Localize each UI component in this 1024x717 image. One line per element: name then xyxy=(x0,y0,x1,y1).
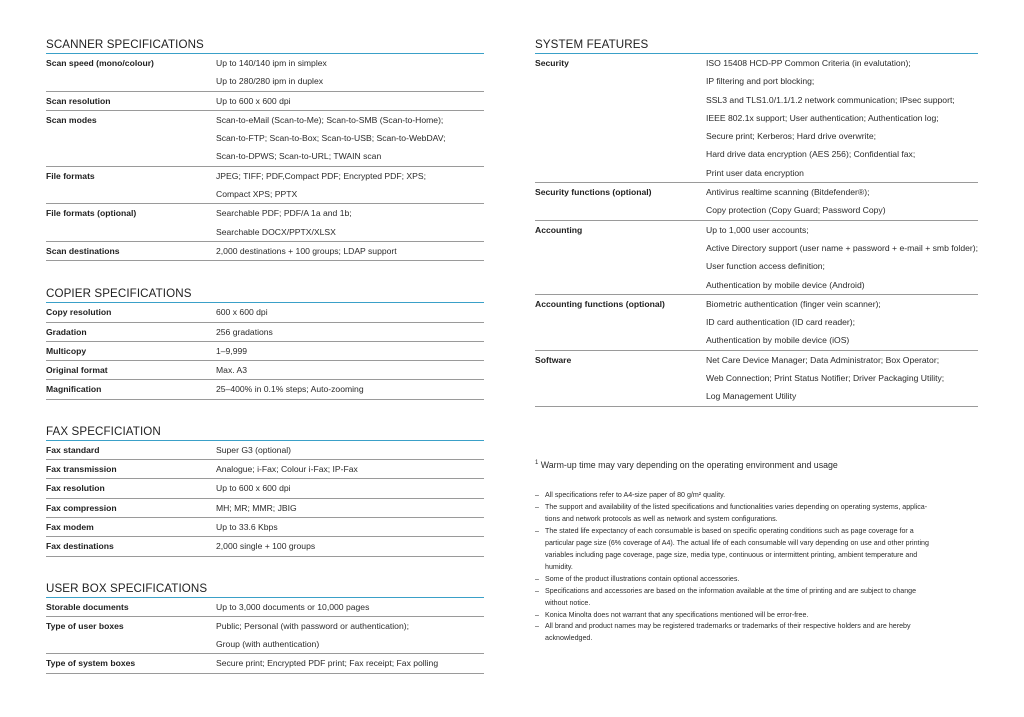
spec-label: Security functions (optional) xyxy=(535,187,652,198)
spec-value: Authentication by mobile device (Android) xyxy=(706,279,865,290)
spec-label-spacer xyxy=(535,313,706,331)
spec-row xyxy=(46,361,484,380)
spec-label: Scan destinations xyxy=(46,245,120,256)
spec-label: Multicopy xyxy=(46,345,87,356)
spec-label-spacer xyxy=(46,635,216,653)
spec-value: Searchable DOCX/PPTX/XLSX xyxy=(216,226,336,237)
spec-label-spacer xyxy=(535,164,706,182)
spec-value: SSL3 and TLS1.0/1.1/1.2 network communication; IPsec support; xyxy=(706,94,955,105)
spec-row xyxy=(46,54,484,92)
spec-row xyxy=(46,654,484,673)
spec-label: Fax destinations xyxy=(46,541,114,552)
footnote-text: Warm-up time may vary depending on the operating environment and usage xyxy=(538,460,838,470)
note-line: tions and network protocols as well as network and system configurations. xyxy=(545,514,778,523)
spec-value: Antivirus realtime scanning (Bitdefender®); xyxy=(706,187,870,198)
spec-label-spacer xyxy=(46,72,216,90)
spec-label-spacer xyxy=(535,145,706,163)
spec-label: Magnification xyxy=(46,384,102,395)
spec-label: Fax transmission xyxy=(46,464,117,475)
spec-label-spacer xyxy=(46,185,216,203)
spec-label: File formats (optional) xyxy=(46,208,137,219)
left-column xyxy=(46,37,484,674)
copier-section xyxy=(46,286,484,399)
spec-value: ID card authentication (ID card reader); xyxy=(706,317,856,328)
spec-label-spacer xyxy=(46,223,216,241)
spec-label: File formats xyxy=(46,170,95,181)
spec-value: Secure print; Encrypted PDF print; Fax receipt; Fax polling xyxy=(216,658,439,669)
spec-label-spacer xyxy=(535,72,706,90)
spec-row xyxy=(46,323,484,342)
spec-value: Log Management Utility xyxy=(706,391,797,402)
spec-label: Fax resolution xyxy=(46,483,105,494)
spec-row xyxy=(535,54,978,183)
spec-label: Software xyxy=(535,354,572,365)
spec-label-spacer xyxy=(535,257,706,275)
footnote xyxy=(535,460,975,470)
fax-table xyxy=(46,441,484,557)
spec-value: 2,000 single + 100 groups xyxy=(216,541,316,552)
spec-label: Scan resolution xyxy=(46,95,111,106)
note-line: humidity. xyxy=(545,562,573,571)
spec-label-spacer xyxy=(535,127,706,145)
spec-value: Analogue; i-Fax; Colour i-Fax; IP-Fax xyxy=(216,464,358,475)
spec-row xyxy=(46,460,484,479)
spec-value: Biometric authentication (finger vein scanner); xyxy=(706,298,881,309)
system-section-title: SYSTEM FEATURES xyxy=(535,37,978,54)
spec-row xyxy=(46,537,484,556)
spec-label-spacer xyxy=(535,109,706,127)
spec-row xyxy=(46,598,484,617)
spec-label-spacer xyxy=(535,369,706,387)
footnote-marker: 1 xyxy=(535,460,539,467)
spec-row xyxy=(46,167,484,205)
spec-row xyxy=(535,295,978,351)
spec-row xyxy=(46,617,484,655)
note-line: – All specifications refer to A4-size paper of 80 g/m² quality. xyxy=(535,490,977,502)
spec-label: Type of system boxes xyxy=(46,658,136,669)
spec-value: 600 x 600 dpi xyxy=(216,307,268,318)
system-table xyxy=(535,54,978,407)
spec-label-spacer xyxy=(535,201,706,219)
spec-label: Fax modem xyxy=(46,521,94,532)
spec-value: Secure print; Kerberos; Hard drive overwrite; xyxy=(706,131,877,142)
spec-label: Fax standard xyxy=(46,444,100,455)
spec-value: Up to 33.6 Kbps xyxy=(216,521,278,532)
note-line: – All brand and product names may be registered trademarks or trademarks of their respective holders and are hereby xyxy=(535,621,977,633)
spec-row xyxy=(535,221,978,295)
spec-row xyxy=(46,479,484,498)
spec-label: Gradation xyxy=(46,326,87,337)
spec-row xyxy=(46,242,484,261)
note-line: – The support and availability of the listed specifications and functionalities varies depending on operating systems, applica- xyxy=(535,502,977,514)
scanner-table xyxy=(46,54,484,261)
spec-value: IP filtering and port blocking; xyxy=(706,76,815,87)
spec-row xyxy=(46,92,484,111)
spec-row xyxy=(46,518,484,537)
note-line: – Konica Minolta does not warrant that any specifications mentioned will be error-free. xyxy=(535,610,977,622)
spec-row xyxy=(46,499,484,518)
userbox-section-title: USER BOX SPECIFICATIONS xyxy=(46,581,484,598)
spec-label-spacer xyxy=(46,147,216,165)
spec-row xyxy=(46,111,484,167)
spec-value: 1–9,999 xyxy=(216,345,248,356)
spec-value: Up to 140/140 ipm in simplex xyxy=(216,58,327,68)
spec-value: Authentication by mobile device (iOS) xyxy=(706,335,850,346)
spec-value: 2,000 destinations + 100 groups; LDAP support xyxy=(216,245,397,256)
scanner-section xyxy=(46,37,484,261)
right-column xyxy=(535,37,978,407)
spec-value: Web Connection; Print Status Notifier; Driver Packaging Utility; xyxy=(706,373,945,384)
spec-row xyxy=(46,342,484,361)
copier-section-title: COPIER SPECIFICATIONS xyxy=(46,286,484,303)
spec-value: 256 gradations xyxy=(216,326,273,337)
spec-row xyxy=(46,303,484,322)
spec-row xyxy=(535,183,978,221)
fax-section-title: FAX SPECFICIATION xyxy=(46,424,484,441)
note-line: without notice. xyxy=(545,598,591,607)
spec-label: Scan speed (mono/colour) xyxy=(46,58,154,68)
spec-value: Max. A3 xyxy=(216,365,248,376)
spec-label: Accounting functions (optional) xyxy=(535,298,665,309)
spec-value: JPEG; TIFF; PDF,Compact PDF; Encrypted PDF; XPS; xyxy=(216,170,426,181)
note-line: – The stated life expectancy of each consumable is based on specific operating conditions such as page coverage for a xyxy=(535,526,977,538)
userbox-table xyxy=(46,598,484,674)
system-section xyxy=(535,37,978,407)
spec-label: Accounting xyxy=(535,224,583,235)
spec-value: Scan-to-DPWS; Scan-to-URL; TWAIN scan xyxy=(216,151,382,162)
spec-value: ISO 15408 HCD-PP Common Criteria (in evalutation); xyxy=(706,58,911,68)
disclaimer-notes xyxy=(535,490,977,645)
spec-value: Up to 3,000 documents or 10,000 pages xyxy=(216,601,370,612)
spec-value: Active Directory support (user name + password + e-mail + smb folder); xyxy=(706,242,978,253)
scanner-section-title: SCANNER SPECIFICATIONS xyxy=(46,37,484,54)
spec-value: Super G3 (optional) xyxy=(216,444,291,455)
spec-label: Copy resolution xyxy=(46,307,112,318)
spec-value: Group (with authentication) xyxy=(216,639,320,650)
spec-value: Public; Personal (with password or authentication); xyxy=(216,620,409,631)
spec-value: User function access definition; xyxy=(706,261,825,272)
spec-label-spacer xyxy=(535,387,706,405)
note-line: particular page size (6% coverage of A4). The actual life of each consumable will vary depending on use and other printing xyxy=(545,538,929,547)
spec-value: IEEE 802.1x support; User authentication; Authentication log; xyxy=(706,112,939,123)
spec-value: Print user data encryption xyxy=(706,167,804,178)
spec-value: Hard drive data encryption (AES 256); Confidential fax; xyxy=(706,149,916,160)
spec-value: Scan-to-eMail (Scan-to-Me); Scan-to-SMB (Scan-to-Home); xyxy=(216,114,444,125)
spec-row xyxy=(46,204,484,242)
spec-row xyxy=(46,441,484,460)
userbox-section xyxy=(46,581,484,674)
spec-value: Net Care Device Manager; Data Administrator; Box Operator; xyxy=(706,354,940,365)
note-line: – Some of the product illustrations contain optional accessories. xyxy=(535,574,977,586)
spec-label: Security xyxy=(535,58,569,68)
spec-value: MH; MR; MMR; JBIG xyxy=(216,502,297,513)
spec-label-spacer xyxy=(535,276,706,294)
spec-label-spacer xyxy=(46,129,216,147)
spec-label-spacer xyxy=(535,91,706,109)
spec-value: Scan-to-FTP; Scan-to-Box; Scan-to-USB; Scan-to-WebDAV; xyxy=(216,133,446,144)
spec-label: Type of user boxes xyxy=(46,620,124,631)
note-line: variables including page coverage, page size, media type, continuous or intermittent printing, ambient temperature and xyxy=(545,550,918,559)
spec-value: 25–400% in 0.1% steps; Auto-zooming xyxy=(216,384,364,395)
spec-label-spacer xyxy=(535,331,706,349)
spec-value: Up to 600 x 600 dpi xyxy=(216,95,291,106)
spec-row xyxy=(535,351,978,407)
note-line: acknowledged. xyxy=(545,634,593,643)
spec-value: Compact XPS; PPTX xyxy=(216,189,298,200)
spec-label: Original format xyxy=(46,365,108,376)
copier-table xyxy=(46,303,484,399)
spec-label-spacer xyxy=(535,239,706,257)
note-line: – Specifications and accessories are based on the information available at the time of printing and are subject to change xyxy=(535,586,977,598)
spec-label: Fax compression xyxy=(46,502,117,513)
spec-value: Copy protection (Copy Guard; Password Copy) xyxy=(706,205,886,216)
spec-label: Storable documents xyxy=(46,601,129,612)
spec-value: Searchable PDF; PDF/A 1a and 1b; xyxy=(216,208,352,219)
spec-value: Up to 280/280 ipm in duplex xyxy=(216,76,324,87)
fax-section xyxy=(46,424,484,557)
spec-row xyxy=(46,380,484,399)
spec-value: Up to 600 x 600 dpi xyxy=(216,483,291,494)
spec-label: Scan modes xyxy=(46,114,97,125)
spec-value: Up to 1,000 user accounts; xyxy=(706,224,809,235)
